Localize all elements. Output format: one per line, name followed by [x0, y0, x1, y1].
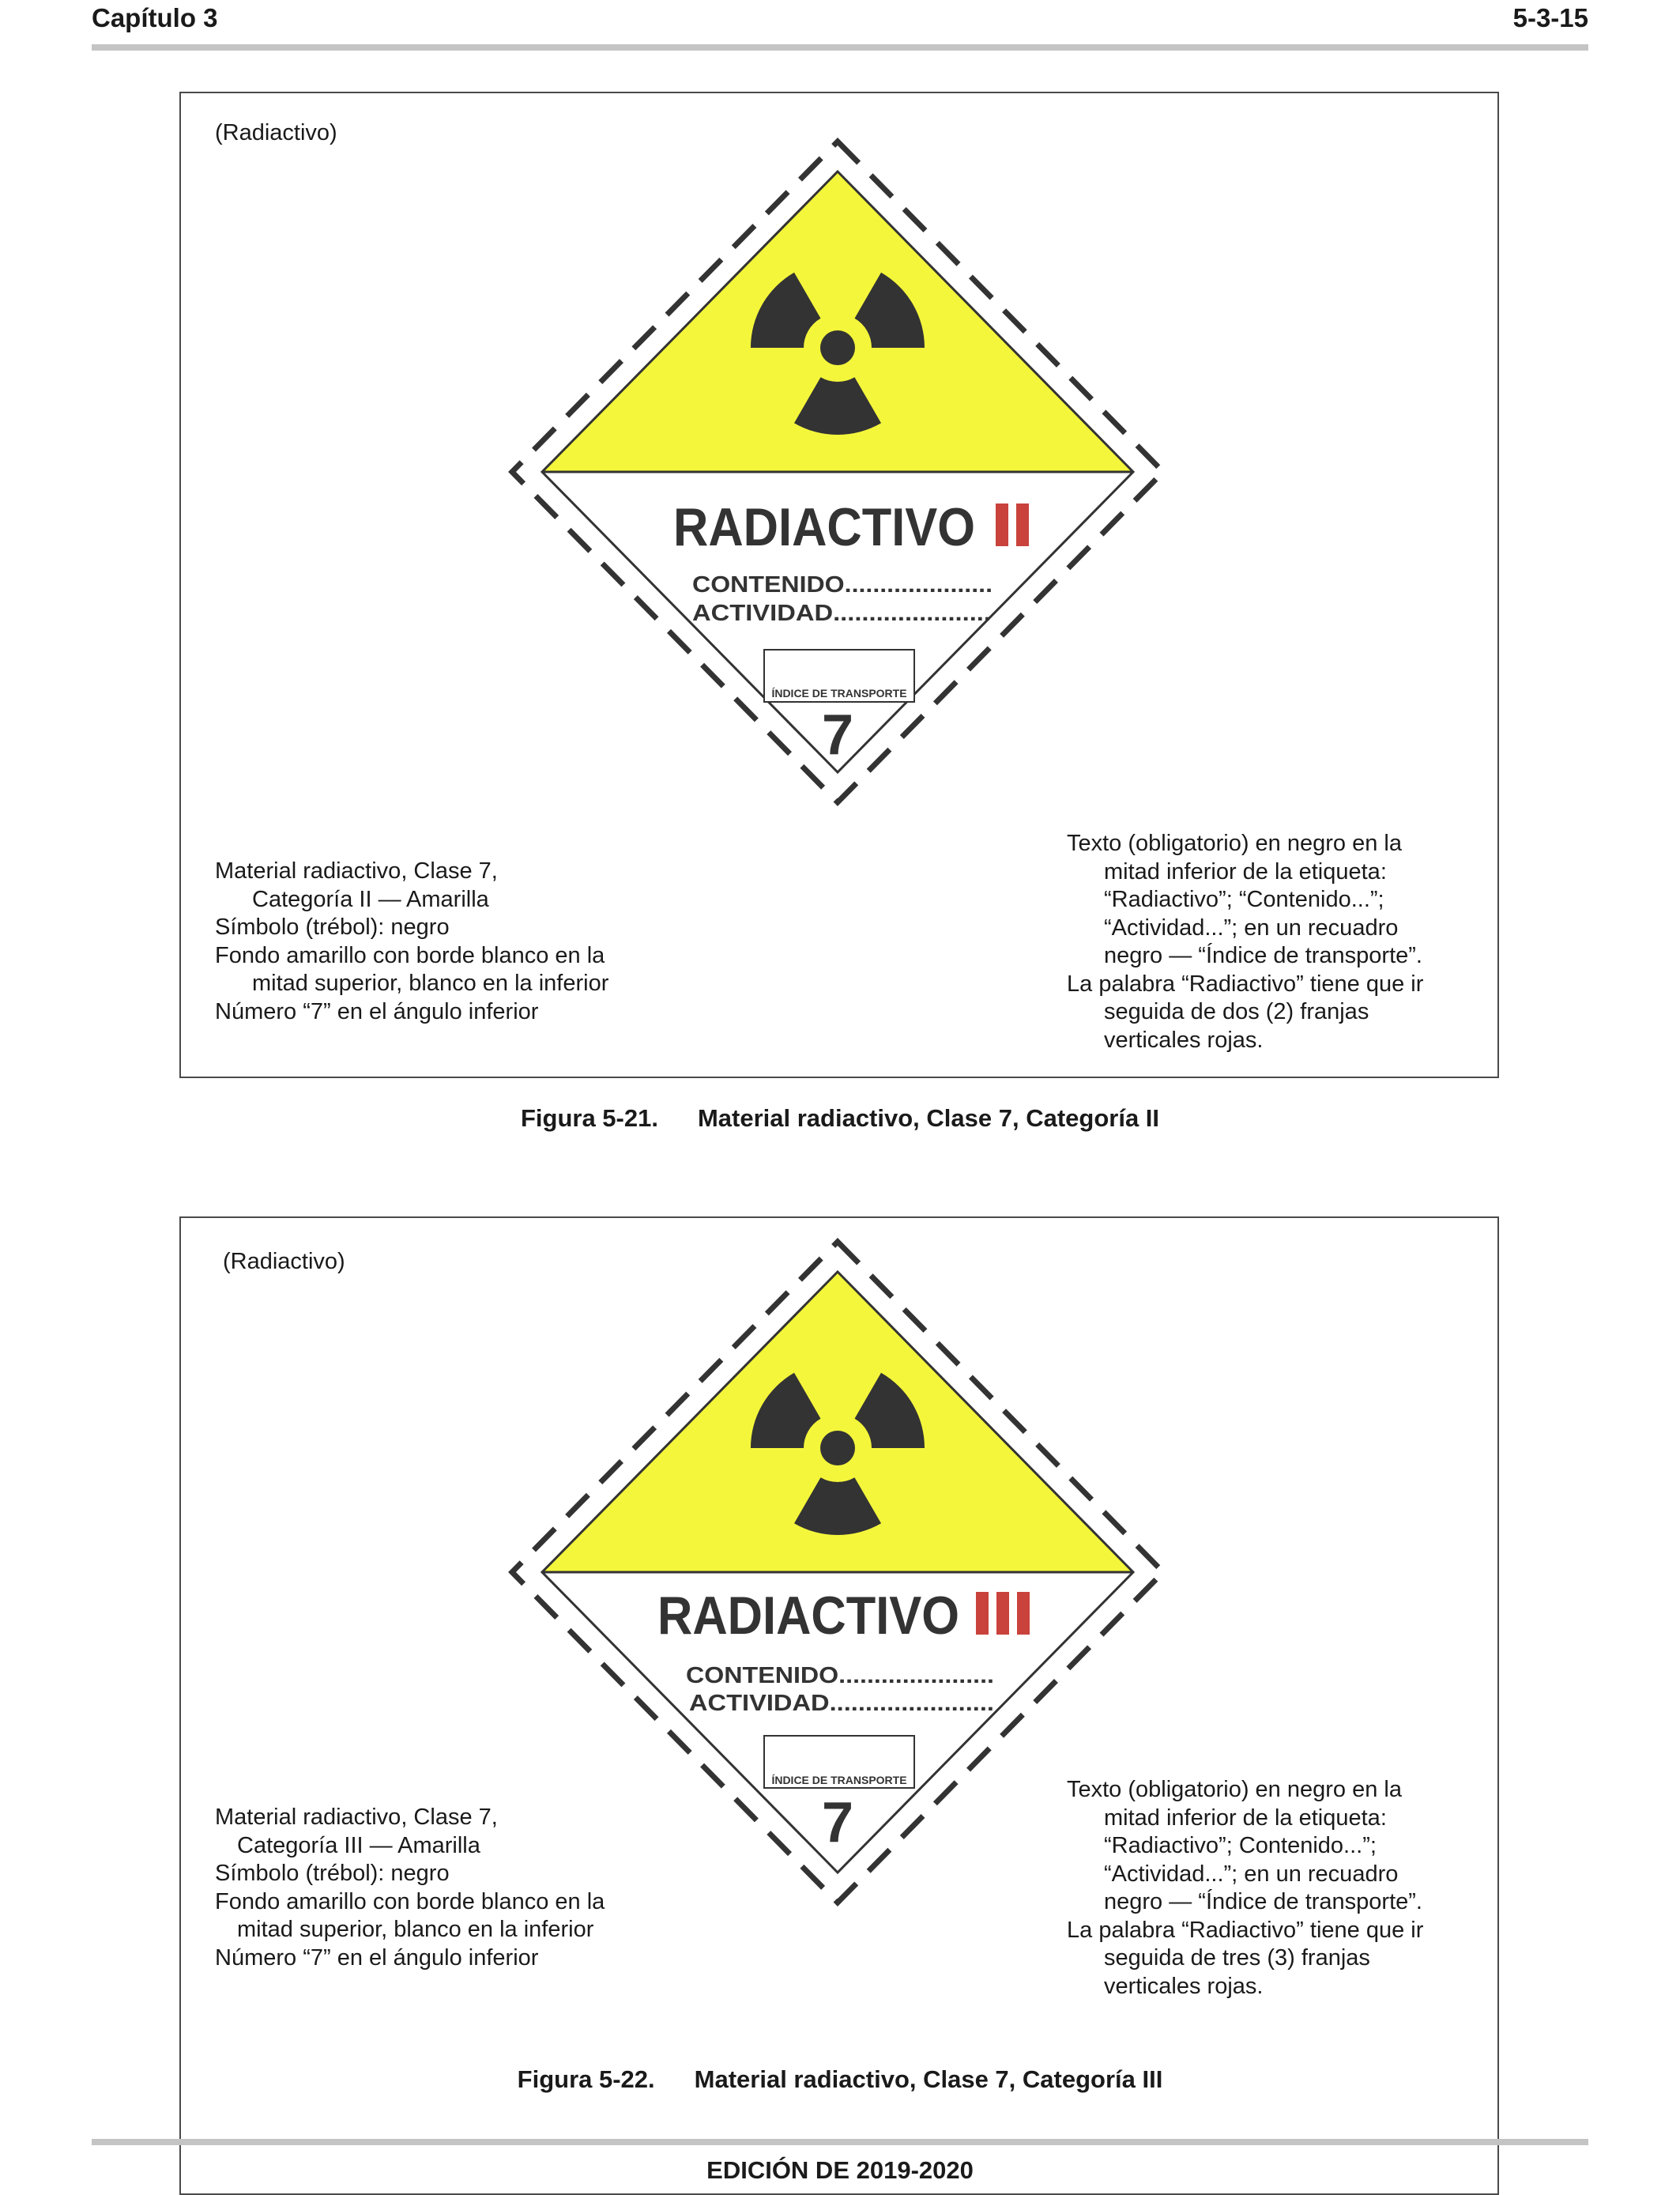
text-line: seguida de dos (2) franjas [1104, 999, 1369, 1024]
edition-footer: EDICIÓN DE 2019-2020 [706, 2156, 974, 2184]
footer-rule [92, 2139, 1588, 2145]
text-line: Material radiactivo, Clase 7, [215, 858, 498, 884]
class-number: 7 [821, 1791, 854, 1854]
figure-1-tag: (Radiactivo) [215, 120, 337, 145]
label-contents: CONTENIDO..................... [692, 572, 993, 598]
text-line: La palabra “Radiactivo” tiene que ir [1067, 971, 1424, 997]
text-line: mitad superior, blanco en la inferior [237, 1917, 594, 1942]
page-number: 5-3-15 [1512, 3, 1588, 32]
text-line: Símbolo (trébol): negro [215, 1861, 450, 1886]
text-line: verticales rojas. [1104, 1973, 1264, 1999]
text-line: mitad superior, blanco en la inferior [252, 971, 609, 996]
text-line: seguida de tres (3) franjas [1104, 1945, 1370, 1971]
figure-2-caption-number: Figura 5-22. [517, 2065, 655, 2093]
text-line: mitad inferior de la etiqueta: [1104, 1805, 1387, 1831]
text-line: verticales rojas. [1104, 1027, 1264, 1053]
text-line: “Radiactivo”; Contenido...”; [1104, 1833, 1377, 1858]
header-rule [92, 44, 1588, 51]
text-line: mitad inferior de la etiqueta: [1104, 858, 1387, 884]
label-contents: CONTENIDO...................... [686, 1663, 994, 1688]
text-line: Material radiactivo, Clase 7, [215, 1805, 498, 1830]
label-word: RADIACTIVO [657, 1586, 959, 1646]
figure-2-left-description [215, 1804, 605, 1972]
text-line: Texto (obligatorio) en negro en la [1067, 1777, 1402, 1802]
text-line: Categoría III — Amarilla [237, 1832, 480, 1858]
text-line: Categoría II — Amarilla [252, 886, 489, 912]
figure-1-caption-number: Figura 5-21. [520, 1104, 658, 1132]
text-line: Texto (obligatorio) en negro en la [1067, 831, 1402, 856]
text-line: Fondo amarillo con borde blanco en la [215, 1888, 605, 1914]
red-stripes-iii [976, 1592, 1030, 1635]
chapter-heading: Capítulo 3 [92, 3, 218, 32]
text-line: negro — “Índice de transporte”. [1104, 943, 1422, 968]
transport-index-label: ÍNDICE DE TRANSPORTE [771, 1774, 907, 1786]
text-line: Fondo amarillo con borde blanco en la [215, 942, 605, 968]
figure-1-right-description [1067, 830, 1423, 1054]
text-line: negro — “Índice de transporte”. [1104, 1889, 1422, 1914]
figure-2-caption-title: Material radiactivo, Clase 7, Categoría III [694, 2065, 1163, 2093]
text-line: “Radiactivo”; “Contenido...”; [1104, 887, 1384, 912]
text-line: La palabra “Radiactivo” tiene que ir [1067, 1917, 1424, 1943]
figure-1-caption-title: Material radiactivo, Clase 7, Categoría II [697, 1104, 1160, 1132]
text-line: “Actividad...”; en un recuadro [1104, 915, 1399, 941]
label-word: RADIACTIVO [673, 497, 975, 557]
figure-1-caption [0, 1104, 1680, 1133]
class-number: 7 [821, 703, 854, 767]
label-activity: ACTIVIDAD...................... [692, 601, 991, 626]
text-line: Símbolo (trébol): negro [215, 915, 450, 940]
text-line: “Actividad...”; en un recuadro [1104, 1861, 1399, 1887]
figure-2-tag: (Radiactivo) [223, 1249, 345, 1274]
text-line: Número “7” en el ángulo inferior [215, 998, 539, 1024]
radioactive-label-cat-ii [490, 136, 1185, 808]
figure-2-right-description [1067, 1776, 1423, 2001]
text-line: Número “7” en el ángulo inferior [215, 1944, 539, 1971]
label-activity: ACTIVIDAD....................... [689, 1691, 994, 1716]
transport-index-label: ÍNDICE DE TRANSPORTE [771, 687, 907, 700]
figure-2-caption [0, 2065, 1680, 2094]
figure-1-left-description [215, 858, 608, 1026]
